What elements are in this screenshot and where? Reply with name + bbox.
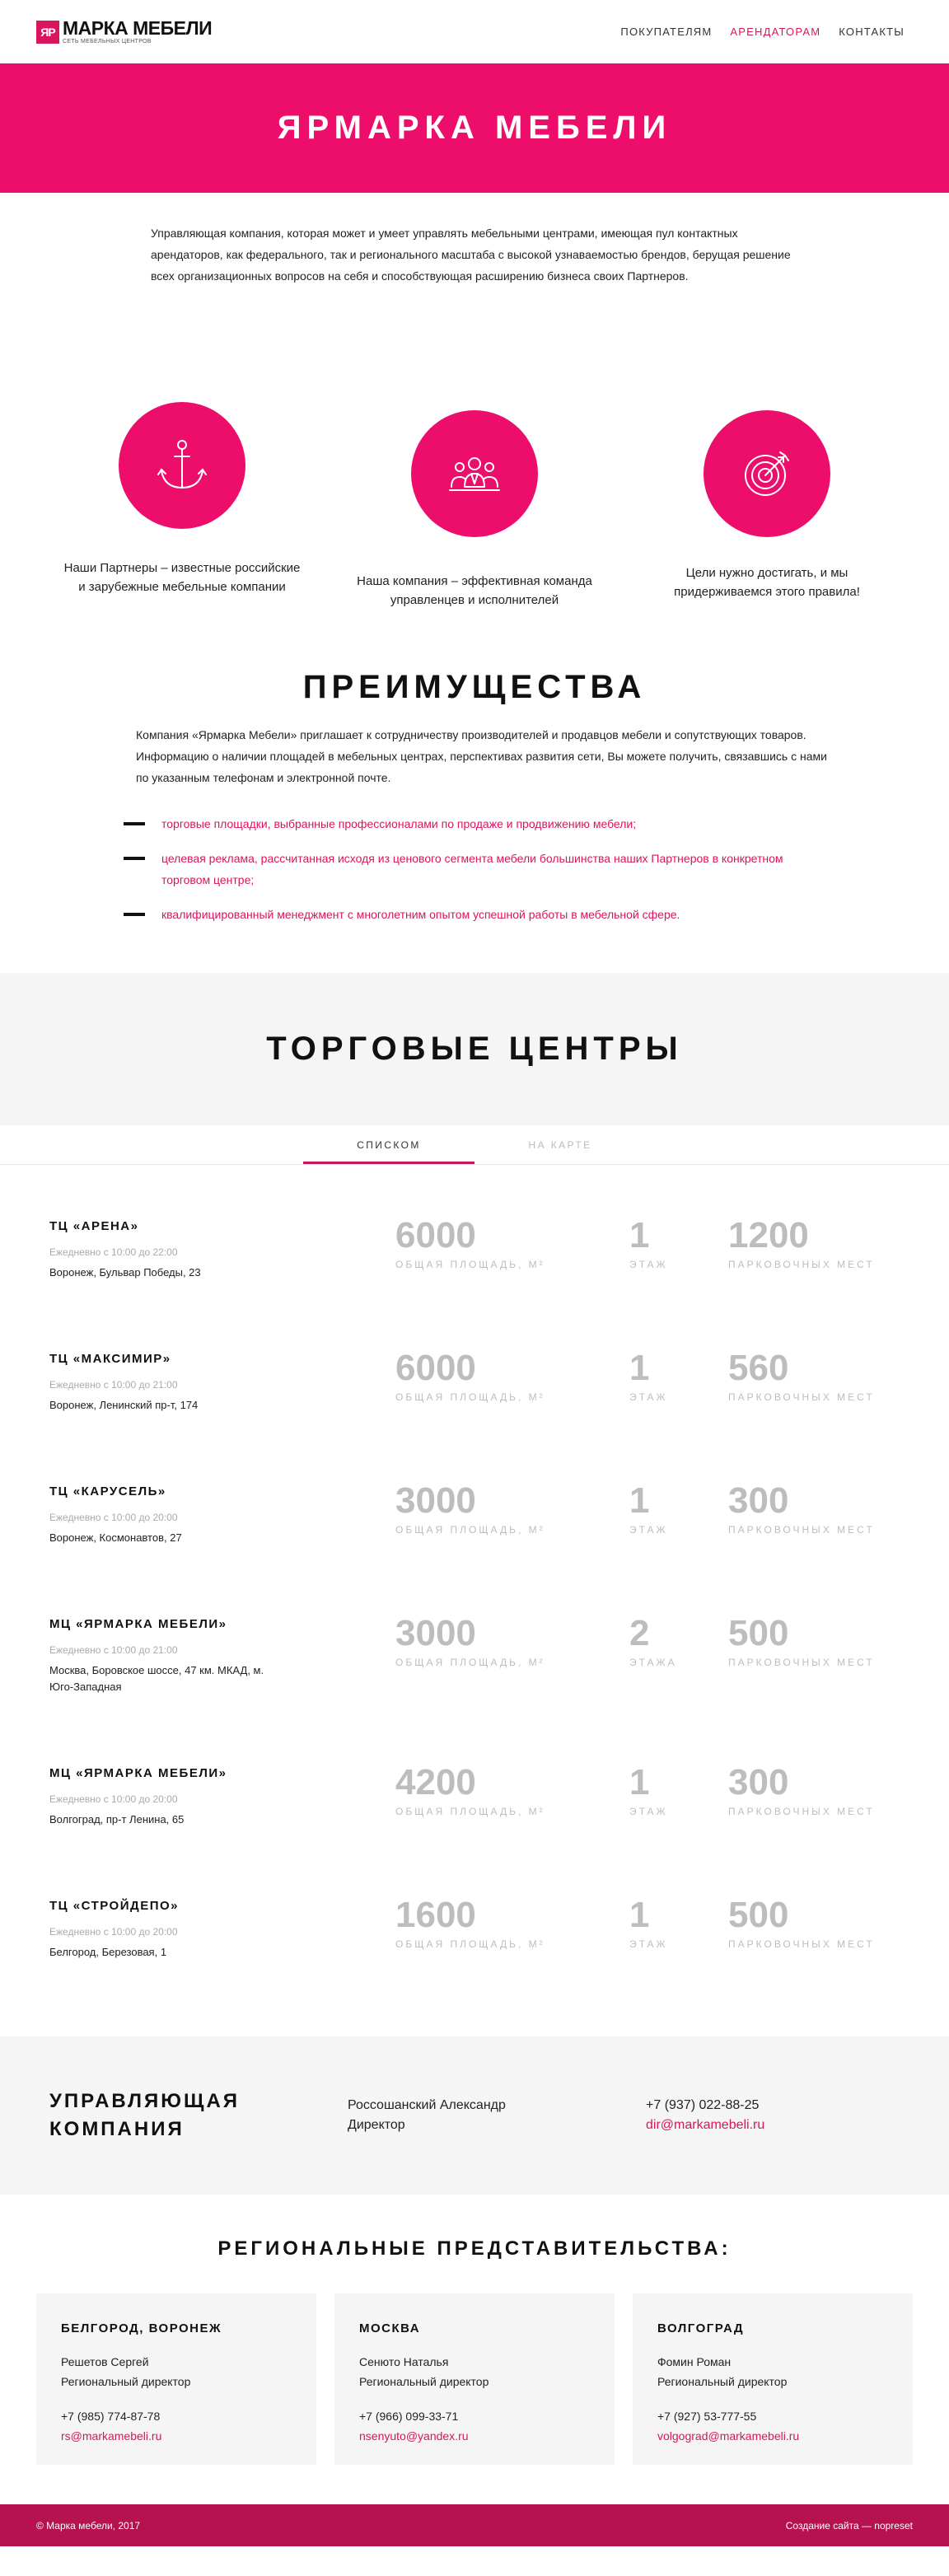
advantages-title: ПРЕИМУЩЕСТВА <box>302 669 647 705</box>
region-email[interactable]: rs@markamebeli.ru <box>61 2429 162 2443</box>
mall-parking <box>728 1350 875 1450</box>
feature-partners-text: Наши Партнеры – известные российские и зарубежные мебельные компании <box>63 561 301 594</box>
feature-goals-text: Цели нужно достигать, и мы придерживаемся этого правила! <box>674 566 860 599</box>
stat-label: ЭТАЖ <box>629 1938 668 1950</box>
mall-info <box>49 1617 395 1732</box>
company-person-name: Россошанский Александр <box>348 2098 506 2112</box>
region-person-position: Региональный директор <box>657 2375 788 2388</box>
stat-label: ОБЩАЯ ПЛОЩАДЬ, М² <box>395 1806 545 1817</box>
dash-icon <box>124 913 145 916</box>
company-contact <box>646 2096 764 2135</box>
mall-area <box>395 1615 629 1732</box>
mall-floors <box>629 1480 728 1583</box>
feature-goals <box>647 410 886 610</box>
list-item <box>124 848 799 891</box>
mall-floors <box>629 1215 728 1317</box>
nav-contacts[interactable]: КОНТАКТЫ <box>839 26 905 38</box>
mall-address: Волгоград, пр-т Ленина, 65 <box>49 1813 185 1826</box>
company-person-position: Директор <box>348 2118 405 2132</box>
advantage-text: торговые площадки, выбранные профессионалами по продаже и продвижению мебели; <box>161 817 637 830</box>
mall-parking <box>728 1215 875 1317</box>
mall-address: Воронеж, Ленинский пр-т, 174 <box>49 1399 199 1411</box>
company-person <box>348 2096 646 2135</box>
malls-tabs <box>0 1125 949 1165</box>
stat-value: 500 <box>728 1613 789 1653</box>
region-card <box>36 2293 316 2465</box>
stat-label: ПАРКОВОЧНЫХ МЕСТ <box>728 1806 875 1817</box>
mall-info <box>49 1766 395 1864</box>
stat-label: ПАРКОВОЧНЫХ МЕСТ <box>728 1524 875 1536</box>
malls-header <box>0 973 949 1125</box>
company-title-line1: УПРАВЛЯЮЩАЯ <box>49 2090 241 2112</box>
dash-icon <box>124 857 145 860</box>
company-title-line2: КОМПАНИЯ <box>49 2118 185 2140</box>
top-bar <box>0 0 949 63</box>
mall-address: Воронеж, Космонавтов, 27 <box>49 1531 182 1544</box>
region-card <box>334 2293 615 2465</box>
nav-buyers[interactable]: ПОКУПАТЕЛЯМ <box>620 26 713 38</box>
region-card <box>633 2293 913 2465</box>
feature-team-text: Наша компания – эффективная команда управленцев и исполнителей <box>357 574 592 607</box>
stat-label: ПАРКОВОЧНЫХ МЕСТ <box>728 1938 875 1950</box>
mall-parking <box>728 1762 875 1864</box>
mall-hours: Ежедневно с 10:00 до 20:00 <box>49 1512 178 1523</box>
stat-label: ЭТАЖ <box>629 1259 668 1270</box>
regions-list <box>0 2293 949 2465</box>
mall-hours: Ежедневно с 10:00 до 21:00 <box>49 1379 178 1391</box>
company-phone[interactable]: +7 (937) 022-88-25 <box>646 2098 760 2112</box>
region-email[interactable]: nsenyuto@yandex.ru <box>359 2429 469 2443</box>
mall-hours: Ежедневно с 10:00 до 22:00 <box>49 1246 178 1258</box>
mall-name[interactable]: МЦ «ЯРМАРКА МЕБЕЛИ» <box>49 1617 227 1631</box>
advantages-text: Компания «Ярмарка Мебели» приглашает к сотрудничеству производителей и продавцов мебели и сопутствующих товаров. Информацию о наличии площадей в мебельных центрах, перспективах развития сети, Вы можете получить, связавшись с нами по указанным телефонам и электронной почте. <box>136 728 827 784</box>
mall-name[interactable]: ТЦ «СТРОЙДЕПО» <box>49 1899 179 1913</box>
malls-list <box>0 1165 949 1997</box>
region-contact <box>657 2406 888 2446</box>
mall-address: Воронеж, Бульвар Победы, 23 <box>49 1266 201 1279</box>
mall-name[interactable]: ТЦ «МАКСИМИР» <box>49 1352 171 1366</box>
feature-team <box>355 410 594 610</box>
stat-label: ЭТАЖ <box>629 1524 668 1536</box>
logo-badge: ЯР <box>36 21 59 44</box>
stat-label: ЭТАЖА <box>629 1657 677 1668</box>
mall-area <box>395 1762 629 1864</box>
stat-value: 1 <box>629 1895 650 1935</box>
stat-label: ПАРКОВОЧНЫХ МЕСТ <box>728 1259 875 1270</box>
management-company <box>0 2036 949 2195</box>
malls-title: ТОРГОВЫЕ ЦЕНТРЫ <box>266 1031 683 1067</box>
logo[interactable] <box>36 19 212 44</box>
logo-text <box>63 19 212 44</box>
region-person-name: Решетов Сергей <box>61 2355 149 2368</box>
mall-area <box>395 1897 629 1997</box>
stat-value: 1 <box>629 1762 650 1802</box>
region-contact <box>61 2406 292 2446</box>
region-name: МОСКВА <box>359 2321 421 2335</box>
region-phone[interactable]: +7 (927) 53-777-55 <box>657 2410 757 2423</box>
mall-address: Белгород, Березовая, 1 <box>49 1946 167 1958</box>
mall-area <box>395 1350 629 1450</box>
mall-parking <box>728 1615 875 1732</box>
footer <box>0 2504 949 2546</box>
advantage-text: квалифицированный менеджмент с многолетним опытом успешной работы в мебельной сфере. <box>161 908 680 921</box>
mall-name[interactable]: МЦ «ЯРМАРКА МЕБЕЛИ» <box>49 1766 227 1780</box>
stat-value: 6000 <box>395 1215 476 1255</box>
footer-copyright: © Марка мебели, 2017 <box>36 2519 141 2532</box>
region-contact <box>359 2406 590 2446</box>
stat-value: 3000 <box>395 1613 476 1653</box>
mall-parking <box>728 1480 875 1583</box>
stat-label: ОБЩАЯ ПЛОЩАДЬ, М² <box>395 1391 545 1403</box>
logo-main: МАРКА МЕБЕЛИ <box>63 17 213 39</box>
stat-label: ОБЩАЯ ПЛОЩАДЬ, М² <box>395 1938 545 1950</box>
nav-tenants[interactable]: АРЕНДАТОРАМ <box>730 26 821 38</box>
stat-value: 500 <box>728 1895 789 1935</box>
mall-floors <box>629 1762 728 1864</box>
anchor-icon <box>119 402 245 529</box>
mall-floors <box>629 1897 728 1997</box>
mall-info <box>49 1352 395 1450</box>
stat-label: ОБЩАЯ ПЛОЩАДЬ, М² <box>395 1657 545 1668</box>
stat-label: ЭТАЖ <box>629 1806 668 1817</box>
mall-area <box>395 1215 629 1317</box>
region-person-position: Региональный директор <box>61 2375 191 2388</box>
footer-credit-link[interactable]: Создание сайта — nopreset <box>785 2519 913 2532</box>
stat-value: 2 <box>629 1613 650 1653</box>
mall-floors <box>629 1615 728 1732</box>
main-nav <box>620 26 905 38</box>
logo-sub: СЕТЬ МЕБЕЛЬНЫХ ЦЕНТРОВ <box>63 39 152 44</box>
company-title <box>49 2087 348 2144</box>
tab-map[interactable]: НА КАРТЕ <box>528 1139 592 1151</box>
stat-label: ОБЩАЯ ПЛОЩАДЬ, М² <box>395 1259 545 1270</box>
stat-value: 1600 <box>395 1895 476 1935</box>
tab-list[interactable]: СПИСКОМ <box>303 1125 474 1164</box>
stat-value: 6000 <box>395 1348 476 1388</box>
dash-icon <box>124 822 145 825</box>
advantages-list <box>124 813 799 925</box>
stat-value: 300 <box>728 1762 789 1802</box>
region-person-position: Региональный директор <box>359 2375 489 2388</box>
mall-name[interactable]: ТЦ «КАРУСЕЛЬ» <box>49 1484 166 1498</box>
region-phone[interactable]: +7 (985) 774-87-78 <box>61 2410 161 2423</box>
region-name: ВОЛГОГРАД <box>657 2321 745 2335</box>
stat-value: 1 <box>629 1480 650 1521</box>
intro-text: Управляющая компания, которая может и умеет управлять мебельными центрами, имеющая пул контактных арендаторов, как федерального, так и регионального масштаба с высокой узнаваемостью брендов, берущая решение всех организационных вопросов на себя и способствующая расширению бизнеса своих Партнеров. <box>151 227 791 283</box>
mall-address: Москва, Боровское шоссе, 47 км. МКАД, м. Юго-Западная <box>49 1664 264 1693</box>
region-email[interactable]: volgograd@markamebeli.ru <box>657 2429 800 2443</box>
mall-name[interactable]: ТЦ «АРЕНА» <box>49 1219 139 1233</box>
list-item <box>0 1450 949 1583</box>
stat-value: 560 <box>728 1348 789 1388</box>
region-person <box>61 2352 292 2391</box>
target-icon <box>704 410 830 537</box>
mall-info <box>49 1219 395 1317</box>
features <box>63 402 886 610</box>
list-item <box>0 1864 949 1997</box>
mall-info <box>49 1899 395 1997</box>
list-item <box>124 813 799 835</box>
mall-hours: Ежедневно с 10:00 до 21:00 <box>49 1644 178 1656</box>
region-person <box>359 2352 590 2391</box>
stat-value: 1 <box>629 1348 650 1388</box>
list-item <box>124 904 799 925</box>
hero-title: ЯРМАРКА МЕБЕЛИ <box>277 110 672 146</box>
list-item <box>0 1583 949 1732</box>
mall-hours: Ежедневно с 10:00 до 20:00 <box>49 1926 178 1938</box>
region-phone[interactable]: +7 (966) 099-33-71 <box>359 2410 459 2423</box>
stat-value: 300 <box>728 1480 789 1521</box>
mall-area <box>395 1480 629 1583</box>
region-person-name: Сенюто Наталья <box>359 2355 449 2368</box>
company-email[interactable]: dir@markamebeli.ru <box>646 2118 765 2132</box>
stat-value: 1 <box>629 1215 650 1255</box>
region-name: БЕЛГОРОД, ВОРОНЕЖ <box>61 2321 222 2335</box>
feature-partners <box>63 402 302 610</box>
region-person <box>657 2352 888 2391</box>
stat-label: ПАРКОВОЧНЫХ МЕСТ <box>728 1391 875 1403</box>
hero-banner <box>0 63 949 193</box>
region-person-name: Фомин Роман <box>657 2355 732 2368</box>
list-item <box>0 1317 949 1450</box>
mall-floors <box>629 1350 728 1450</box>
stat-label: ЭТАЖ <box>629 1391 668 1403</box>
list-item <box>0 1732 949 1864</box>
team-icon <box>411 410 538 537</box>
stat-label: ОБЩАЯ ПЛОЩАДЬ, М² <box>395 1524 545 1536</box>
advantage-text: целевая реклама, рассчитанная исходя из ценового сегмента мебели большинства наших Партнеров в конкретном торговом центре; <box>161 852 783 886</box>
regions-title: РЕГИОНАЛЬНЫЕ ПРЕДСТАВИТЕЛЬСТВА: <box>217 2237 732 2260</box>
stat-value: 3000 <box>395 1480 476 1521</box>
mall-hours: Ежедневно с 10:00 до 20:00 <box>49 1793 178 1805</box>
list-item <box>0 1185 949 1317</box>
mall-parking <box>728 1897 875 1997</box>
mall-info <box>49 1484 395 1583</box>
stat-value: 1200 <box>728 1215 809 1255</box>
stat-label: ПАРКОВОЧНЫХ МЕСТ <box>728 1657 875 1668</box>
stat-value: 4200 <box>395 1762 476 1802</box>
